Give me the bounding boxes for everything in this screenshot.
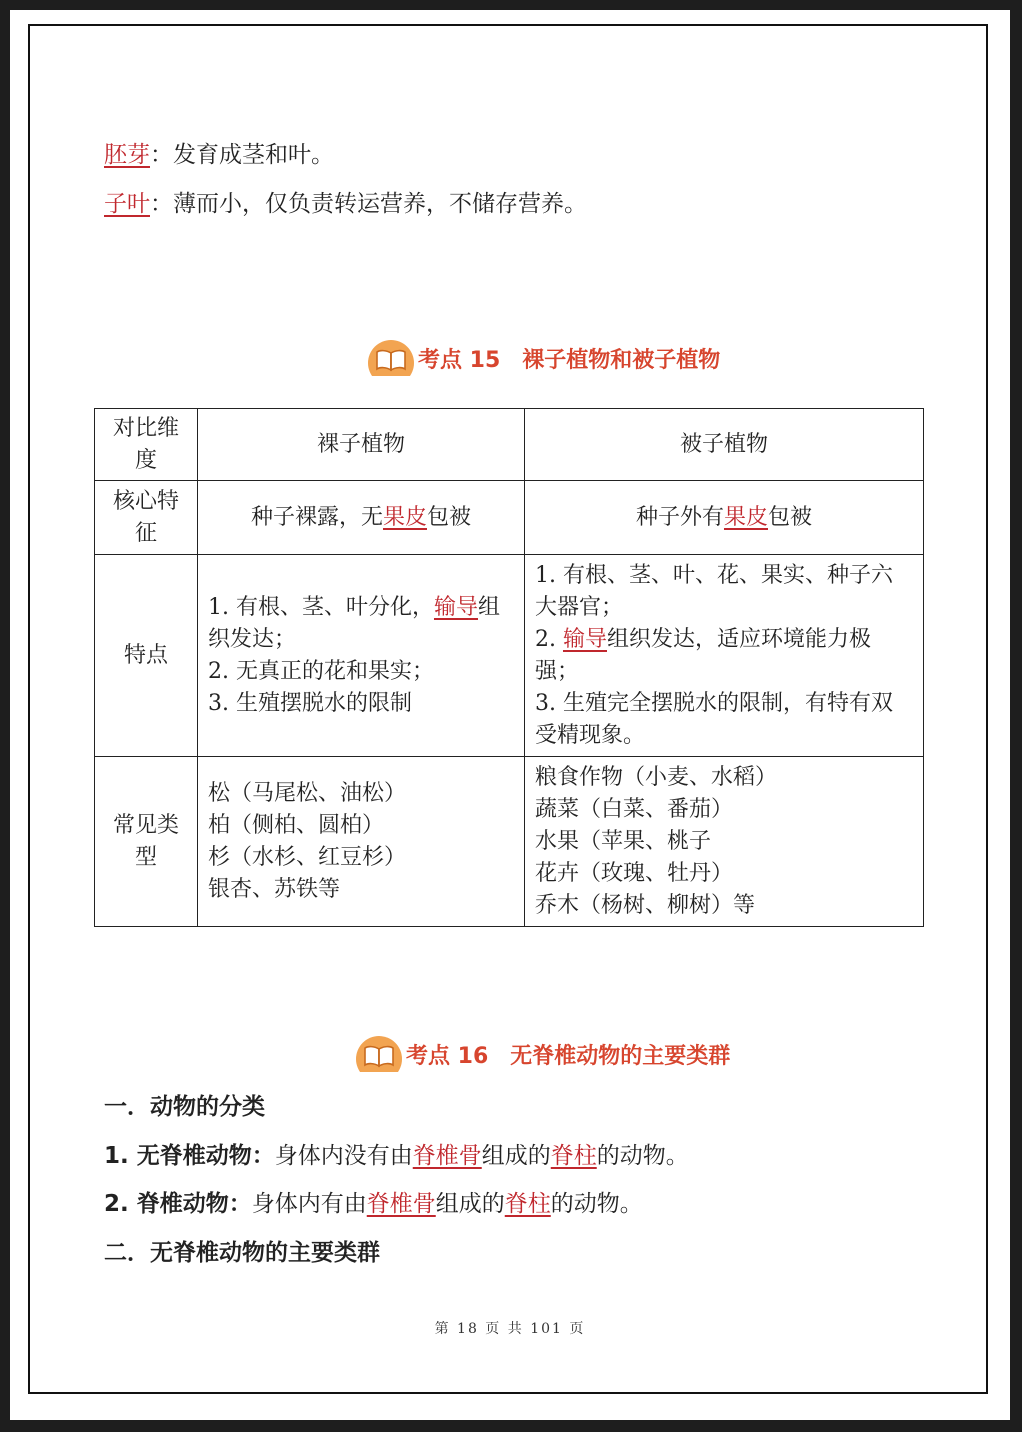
table-row bbox=[95, 757, 924, 927]
table-row bbox=[95, 409, 924, 481]
term-conductive: 输导 bbox=[433, 594, 478, 620]
row-types-angiosperm: 粮食作物（小麦、水稻） 蔬菜（白菜、番茄） 水果（苹果、桃子 花卉（玫瑰、牡丹） 乔木（杨树、柳树）等 bbox=[525, 757, 924, 927]
table-header-angiosperm: 被子植物 bbox=[525, 409, 924, 481]
term-vertebrae: 脊椎骨 bbox=[412, 1143, 482, 1169]
section-16-title: 无脊椎动物的主要类群 bbox=[510, 1043, 731, 1069]
intro-line-1 bbox=[104, 136, 334, 169]
book-icon bbox=[366, 340, 416, 376]
page-number-footer: 第 18 页 共 101 页 bbox=[434, 1321, 586, 1337]
row-core-dim: 核心特征 bbox=[95, 481, 198, 555]
term-pericarp: 果皮 bbox=[723, 504, 768, 530]
row-core-gymnosperm: 种子裸露，无果皮包被 bbox=[198, 481, 525, 555]
term-spine: 脊柱 bbox=[550, 1143, 597, 1169]
item-vertebrates-label: 2. 脊椎动物： bbox=[104, 1191, 252, 1217]
intro-line-2-text: ：薄而小，仅负责转运营养，不储存营养。 bbox=[150, 191, 587, 217]
section-15-title: 裸子植物和被子植物 bbox=[522, 347, 721, 373]
section-15-heading bbox=[366, 338, 720, 378]
row-traits-dim: 特点 bbox=[95, 555, 198, 757]
item-vertebrates: 2. 脊椎动物：身体内有由脊椎骨组成的脊柱的动物。 bbox=[104, 1191, 643, 1217]
comparison-table bbox=[94, 408, 924, 927]
term-vertebrae: 脊椎骨 bbox=[366, 1191, 436, 1217]
row-traits-angiosperm: 1. 有根、茎、叶、花、果实、种子六大器官； 2. 输导组织发达，适应环境能力极强； 3. 生殖完全摆脱水的限制，有特有双受精现象。 bbox=[525, 555, 924, 757]
table-header-gymnosperm: 裸子植物 bbox=[198, 409, 525, 481]
item-invertebrates-label: 1. 无脊椎动物： bbox=[104, 1143, 275, 1169]
book-icon bbox=[354, 1036, 404, 1072]
term-pericarp: 果皮 bbox=[382, 504, 427, 530]
term-spine: 脊柱 bbox=[504, 1191, 551, 1217]
row-types-gymnosperm: 松（马尾松、油松） 柏（侧柏、圆柏） 杉（水杉、红豆杉） 银杏、苏铁等 bbox=[198, 757, 525, 927]
row-core-angiosperm: 种子外有果皮包被 bbox=[525, 481, 924, 555]
term-cotyledon: 子叶 bbox=[104, 191, 150, 217]
term-conductive: 输导 bbox=[562, 626, 607, 652]
subheading-classification: 一．动物的分类 bbox=[104, 1094, 265, 1120]
section-16-heading bbox=[354, 1034, 730, 1074]
row-types-dim: 常见类型 bbox=[95, 757, 198, 927]
term-embryo-bud: 胚芽 bbox=[104, 142, 150, 168]
table-row bbox=[95, 481, 924, 555]
document-page bbox=[10, 10, 1010, 1420]
subheading-invertebrate-groups: 二．无脊椎动物的主要类群 bbox=[104, 1240, 380, 1266]
intro-line-1-text: ：发育成茎和叶。 bbox=[150, 142, 334, 168]
table-row bbox=[95, 555, 924, 757]
item-invertebrates: 1. 无脊椎动物：身体内没有由脊椎骨组成的脊柱的动物。 bbox=[104, 1143, 689, 1169]
section-15-number: 考点 15 bbox=[418, 347, 501, 373]
intro-line-2 bbox=[104, 185, 587, 218]
row-traits-gymnosperm: 1. 有根、茎、叶分化，输导组织发达； 2. 无真正的花和果实； 3. 生殖摆脱水的限制 bbox=[198, 555, 525, 757]
section-16-number: 考点 16 bbox=[406, 1043, 489, 1069]
table-header-dim: 对比维度 bbox=[95, 409, 198, 481]
